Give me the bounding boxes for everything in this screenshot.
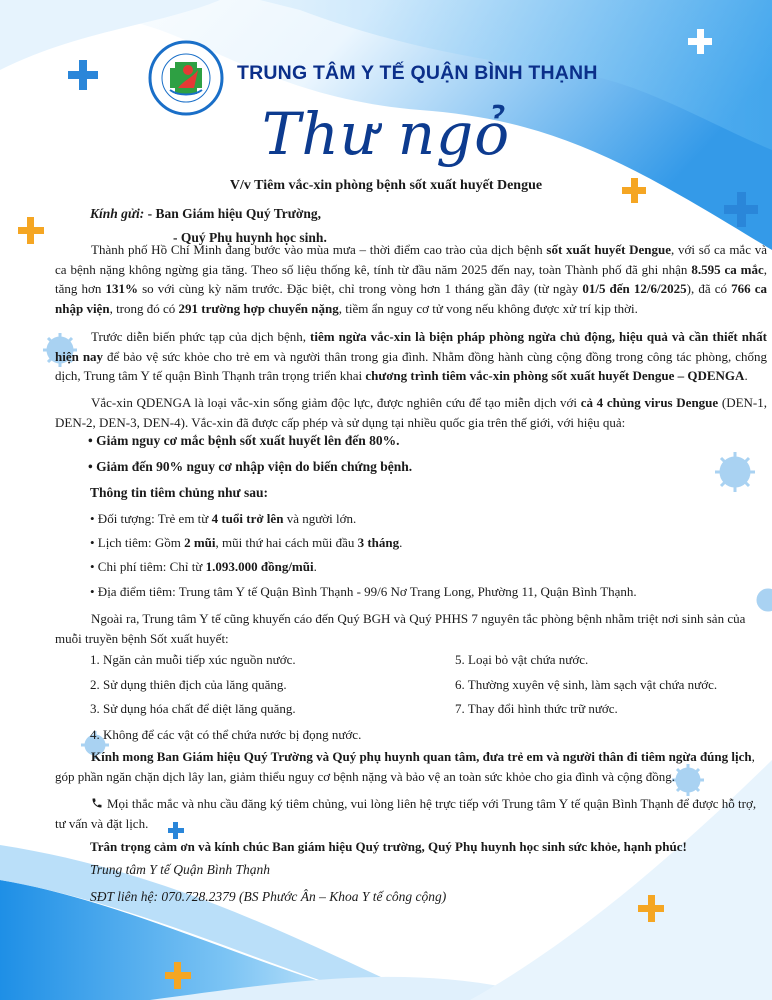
letter-subject: V/v Tiêm vắc-xin phòng bệnh sốt xuất huyết Dengue [229,178,543,193]
paragraph-vaccination-program: Trước diễn biến phức tạp của dịch bệnh, tiêm ngừa vắc-xin là biện pháp phòng ngừa chủ động, hiệu quả và cần thiết nhất hiện nay để bảo vệ sức khỏe cho trẻ em và người thân trong gia đình. Nhằm đồng hành cùng cộng đồng trong công tác phòng, chống dịch, Trung tâm Y tế quận Bình Thạnh trân trọng triển khai chương trình tiêm vắc-xin phòng sốt xuất huyết Dengue – QDENGA. [55,329,767,383]
measure-item: 2. Sử dụng thiên địch của lăng quăng. [90,677,287,692]
info-cost: • Chi phí tiêm: Chỉ từ 1.093.000 đồng/mũi. [90,559,317,574]
measure-item: 3. Sử dụng hóa chất để diệt lăng quăng. [90,701,296,716]
closing-thanks: Trân trọng cảm ơn và kính chúc Ban giám hiệu Quý trường, Quý Phụ huynh học sinh sức khỏe, hạnh phúc! [90,839,687,854]
letter-title: Thư ngỏ [261,100,511,168]
paragraph-contact: Mọi thắc mắc và nhu cầu đăng ký tiêm chủng, vui lòng liên hệ trực tiếp với Trung tâm Y tế quận Bình Thạnh để được hỗ trợ, tư vấn và đặt lịch. [55,796,757,831]
paragraph-prevention-intro: Ngoài ra, Trung tâm Y tế cũng khuyến cáo đến Quý BGH và Quý PHHS 7 nguyên tắc phòng bệnh nhằm triệt nơi sinh sản của muỗi truyền bệnh Sốt xuất huyết: [55,611,746,646]
info-target: • Đối tượng: Trẻ em từ 4 tuổi trở lên và người lớn. [90,511,357,526]
effect-item: • Giảm nguy cơ mắc bệnh sốt xuất huyết lên đến 80%. [88,433,400,448]
contact-phone: SĐT liên hệ: 070.728.2379 (BS Phước Ân – Khoa Y tế công cộng) [90,889,447,904]
info-title: Thông tin tiêm chủng như sau: [90,485,269,500]
effect-item: • Giảm đến 90% nguy cơ nhập viện do biến chứng bệnh. [88,459,413,474]
info-schedule: • Lịch tiêm: Gồm 2 mũi, mũi thứ hai cách mũi đầu 3 tháng. [90,535,403,550]
phone-icon [91,797,103,809]
info-location: • Địa điểm tiêm: Trung tâm Y tế Quận Bình Thạnh - 99/6 Nơ Trang Long, Phường 11, Quận Bình Thạnh. [90,584,637,599]
measure-item: 4. Không để các vật có thể chứa nước bị đọng nước. [90,727,362,742]
paragraph-qdenga: Vắc-xin QDENGA là loại vắc-xin sống giảm độc lực, được nghiên cứu để tạo miễn dịch với cả 4 chủng virus Dengue (DEN-1, DEN-2, DEN-3, DEN-4). Vắc-xin đã được cấp phép và sử dụng tại nhiều quốc gia trên thế giới, với hiệu quả: [55,395,767,430]
measure-item: 5. Loại bỏ vật chứa nước. [455,652,589,667]
measure-item: 6. Thường xuyên vệ sinh, làm sạch vật chứa nước. [455,677,718,692]
signature: Trung tâm Y tế Quận Bình Thạnh [90,862,271,877]
measure-item: 7. Thay đổi hình thức trữ nước. [455,701,618,716]
paragraph-appeal: Kính mong Ban Giám hiệu Quý Trường và Quý phụ huynh quan tâm, đưa trẻ em và người thân đi tiêm ngừa đúng lịch, góp phần ngăn chặn dịch lây lan, giảm thiểu nguy cơ bệnh nặng và bảo vệ an toàn sức khỏe cho gia đình và cộng đồng. [55,749,755,784]
paragraph-situation: Thành phố Hồ Chí Minh đang bước vào mùa mưa – thời điểm cao trào của dịch bệnh sốt xuất huyết Dengue, với số ca mắc và ca bệnh nặng không ngừng gia tăng. Theo số liệu thống kê, tính từ đầu năm 2025 đến nay, toàn Thành phố đã ghi nhận 8.595 ca mắc, tăng hơn 131% so với cùng kỳ năm trước. Đặc biệt, chỉ trong vòng hơn 1 tháng gần đây (từ ngày 01/5 đến 12/6/2025), đã có 766 ca nhập viện, trong đó có 291 trường hợp chuyển nặng, tiềm ẩn nguy cơ tử vong nếu không được xử trí kịp thời. [55,242,767,316]
recipient-line-2: - Quý Phụ huynh học sinh. [173,230,327,245]
organization-name: TRUNG TÂM Y TẾ QUẬN BÌNH THẠNH [237,62,598,84]
recipient-line-1: Kính gửi: - Ban Giám hiệu Quý Trường, [90,206,321,221]
measure-item: 1. Ngăn cản muỗi tiếp xúc nguồn nước. [90,652,296,667]
